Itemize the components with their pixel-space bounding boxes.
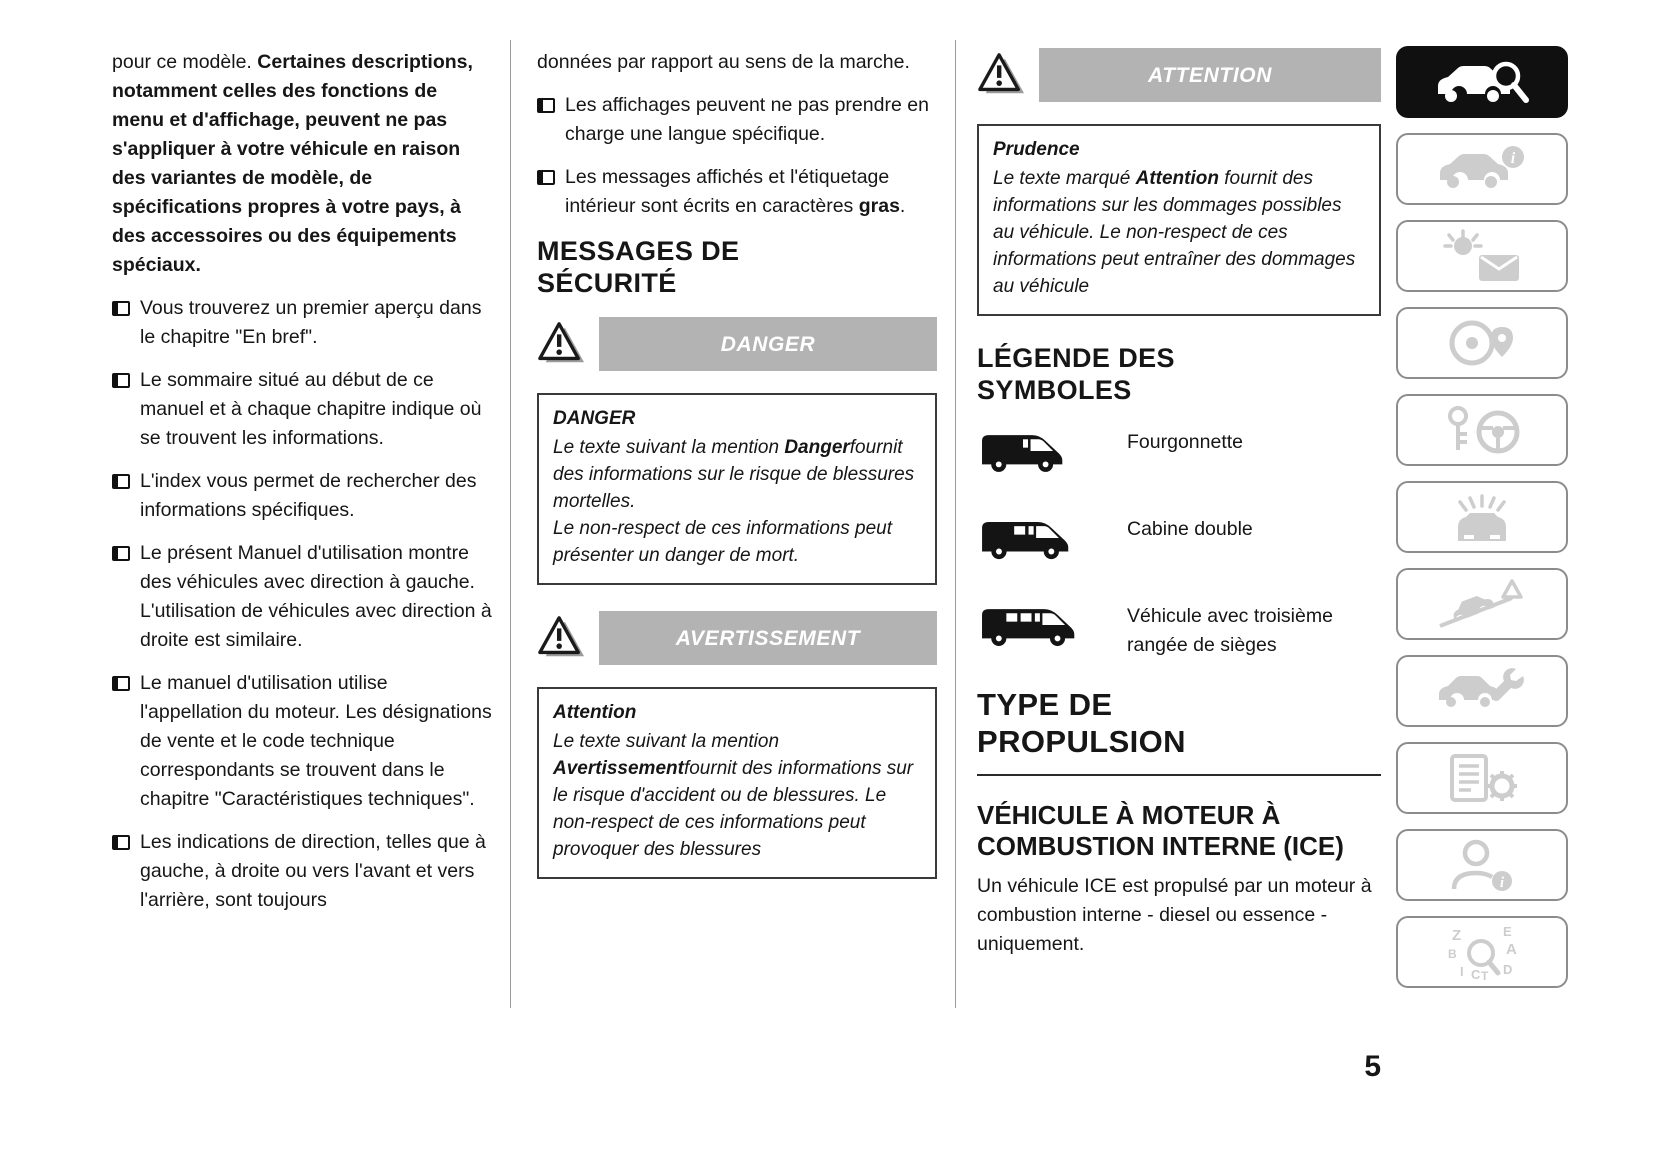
symbol-row <box>977 424 1381 485</box>
bullet-icon <box>537 98 555 113</box>
section-heading-symbol-legend: LÉGENDE DES SYMBOLES <box>977 343 1175 405</box>
bullet-text-bold: gras <box>858 195 900 217</box>
alphabet-search-icon <box>1440 922 1524 982</box>
warning-box <box>537 687 937 879</box>
symbol-label: Fourgonnette <box>1127 431 1244 453</box>
list-item <box>112 539 492 655</box>
sidebar-tab-7[interactable] <box>1396 568 1568 640</box>
sidebar-tab-3[interactable] <box>1396 220 1568 292</box>
symbol-row <box>977 598 1381 660</box>
column-left <box>112 48 492 929</box>
warning-triangle-cell <box>537 611 599 665</box>
third-row-vehicle-icon <box>977 598 1127 659</box>
svg-text:E: E <box>1503 924 1512 939</box>
bullet-text: L'index vous permet de rechercher des informations spécifiques. <box>140 470 477 521</box>
danger-box-text-bold: Danger <box>784 437 850 458</box>
bullet-icon <box>112 474 130 489</box>
svg-text:C: C <box>1471 967 1481 982</box>
symbol-label: Cabine double <box>1127 518 1253 540</box>
warning-banner-bar <box>599 611 937 665</box>
navigation-media-icon <box>1438 315 1526 371</box>
column-divider <box>955 40 956 1008</box>
list-item <box>112 669 492 814</box>
bullet-text: Le présent Manuel d'utilisation montre des véhicules avec direction à gauche. L'utilisation de véhicules avec direction à droite est similaire. <box>140 542 492 651</box>
bullet-text-post: . <box>899 195 906 217</box>
bullet-text <box>565 163 937 221</box>
bullet-icon <box>537 170 555 185</box>
bullet-icon <box>112 546 130 561</box>
intro-text-bold: Certaines descriptions, notamment celles des fonctions de menu et d'affichage, peuvent ne pas s'appliquer à votre véhicule en raison des variantes de modèle, de spécifications propres à votre pays, à des accessoires ou des équipements spéciaux. <box>112 51 473 276</box>
symbol-row <box>977 511 1381 572</box>
sidebar-tab-9[interactable] <box>1396 742 1568 814</box>
bullet-icon <box>112 835 130 850</box>
car-slope-warning-icon <box>1436 576 1528 632</box>
svg-text:A: A <box>1506 941 1517 958</box>
continuation-paragraph: données par rapport au sens de la marche. <box>537 51 910 73</box>
danger-box-text2: Le non-respect de ces informations peut présenter un danger de mort. <box>553 518 893 566</box>
danger-banner-bar <box>599 317 937 371</box>
warning-triangle-icon <box>537 614 585 662</box>
danger-box-text <box>553 434 921 515</box>
warning-box-text-post: fournit des informations sur le risque d'accident ou de blessures. Le non-respect de ces informations peut provoquer des blessures <box>553 758 914 860</box>
person-info-icon <box>1442 837 1522 893</box>
caution-box-text-post: fournit des informations sur les dommages possibles au véhicule. Le non-respect de ces informations peut entraîner des dommages au véhicule <box>993 168 1356 297</box>
caution-box-text-pre: Le texte marqué <box>993 168 1136 189</box>
bullet-icon <box>112 676 130 691</box>
car-search-icon <box>1432 56 1532 108</box>
caution-box-text-bold: Attention <box>1135 168 1219 189</box>
caution-box-text <box>993 165 1365 300</box>
attention-banner-bar <box>1039 48 1381 102</box>
double-cab-van-icon <box>977 511 1127 572</box>
symbol-label: Véhicule avec troisième rangée de sièges <box>1127 605 1333 656</box>
danger-box-text-pre: Le texte suivant la mention <box>553 437 785 458</box>
caution-box-title: Prudence <box>993 139 1080 160</box>
column-right <box>977 48 1381 973</box>
sidebar-tab-11[interactable] <box>1396 916 1568 988</box>
bullet-text: Les indications de direction, telles que à gauche, à droite ou vers l'avant et vers l'arrière, sont toujours <box>140 831 486 911</box>
list-item <box>112 366 492 453</box>
section-heading-propulsion: TYPE DE PROPULSION <box>977 687 1186 759</box>
key-steering-icon <box>1436 403 1528 457</box>
attention-banner-label: ATTENTION <box>1148 63 1272 87</box>
svg-text:B: B <box>1448 947 1457 961</box>
column-middle <box>537 48 937 905</box>
danger-banner <box>537 317 937 371</box>
warning-triangle-icon <box>537 320 585 368</box>
sidebar-tab-6[interactable] <box>1396 481 1568 553</box>
list-item <box>537 91 937 149</box>
sidebar-tab-4[interactable] <box>1396 307 1568 379</box>
danger-box-text-post: fournit des informations sur le risque de blessures mortelles. <box>553 437 915 512</box>
document-gear-icon <box>1440 750 1524 806</box>
bullet-icon <box>112 301 130 316</box>
page-number: 5 <box>1364 1050 1381 1083</box>
warning-triangle-cell <box>537 317 599 371</box>
chapter-tab-sidebar <box>1396 46 1568 1003</box>
car-wrench-icon <box>1435 664 1529 718</box>
car-info-icon <box>1436 144 1528 194</box>
sidebar-tab-1[interactable] <box>1396 46 1568 118</box>
car-safety-icon <box>1440 489 1524 545</box>
list-item <box>537 163 937 221</box>
svg-text:D: D <box>1503 962 1513 977</box>
danger-banner-label: DANGER <box>720 332 816 356</box>
intro-paragraph <box>112 48 492 280</box>
column-divider <box>510 40 511 1008</box>
svg-text:I: I <box>1460 964 1464 979</box>
section-heading-safety-messages: MESSAGES DE SÉCURITÉ <box>537 236 740 298</box>
bullet-text: Le sommaire situé au début de ce manuel et à chaque chapitre indique où se trouvent les informations. <box>140 369 482 449</box>
sidebar-tab-10[interactable] <box>1396 829 1568 901</box>
list-item <box>112 828 492 915</box>
warning-banner-label: AVERTISSEMENT <box>675 626 861 650</box>
bullet-text: Les affichages peuvent ne pas prendre en charge une langue spécifique. <box>565 94 929 145</box>
svg-text:i: i <box>1510 150 1516 167</box>
intro-text-normal: pour ce modèle. <box>112 51 258 73</box>
svg-text:T: T <box>1481 969 1489 982</box>
danger-box-title: DANGER <box>553 408 636 429</box>
warning-light-envelope-icon <box>1437 229 1527 283</box>
list-item <box>112 294 492 352</box>
caution-box <box>977 124 1381 316</box>
van-icon <box>977 424 1127 485</box>
bullet-text: Le manuel d'utilisation utilise l'appellation du moteur. Les désignations de vente et le code technique correspondants se trouvent dans le chapitre "Caractéristiques techniques". <box>140 672 492 810</box>
danger-box <box>537 393 937 585</box>
bullet-icon <box>112 373 130 388</box>
bullet-text: Vous trouverez un premier aperçu dans le chapitre "En bref". <box>140 297 482 348</box>
warning-box-text-pre: Le texte suivant la mention <box>553 731 780 752</box>
warning-box-text-bold: Avertissement <box>553 758 684 779</box>
warning-banner <box>537 611 937 665</box>
warning-box-title: Attention <box>553 702 637 723</box>
sidebar-tab-2[interactable] <box>1396 133 1568 205</box>
ice-paragraph: Un véhicule ICE est propulsé par un moteur à combustion interne - diesel ou essence - uniquement. <box>977 875 1372 955</box>
propulsion-heading-block <box>977 686 1381 776</box>
attention-banner <box>977 48 1381 102</box>
sidebar-tab-8[interactable] <box>1396 655 1568 727</box>
subheading-ice: VÉHICULE À MOTEUR À COMBUSTION INTERNE (ICE) <box>977 800 1344 861</box>
sidebar-tab-5[interactable] <box>1396 394 1568 466</box>
bullet-text-pre: Les messages affichés et l'étiquetage intérieur sont écrits en caractères <box>565 166 890 217</box>
warning-triangle-icon <box>977 51 1025 99</box>
warning-triangle-cell <box>977 48 1039 102</box>
warning-box-text <box>553 728 921 863</box>
svg-text:i: i <box>1499 875 1505 891</box>
svg-text:Z: Z <box>1452 927 1462 944</box>
list-item <box>112 467 492 525</box>
